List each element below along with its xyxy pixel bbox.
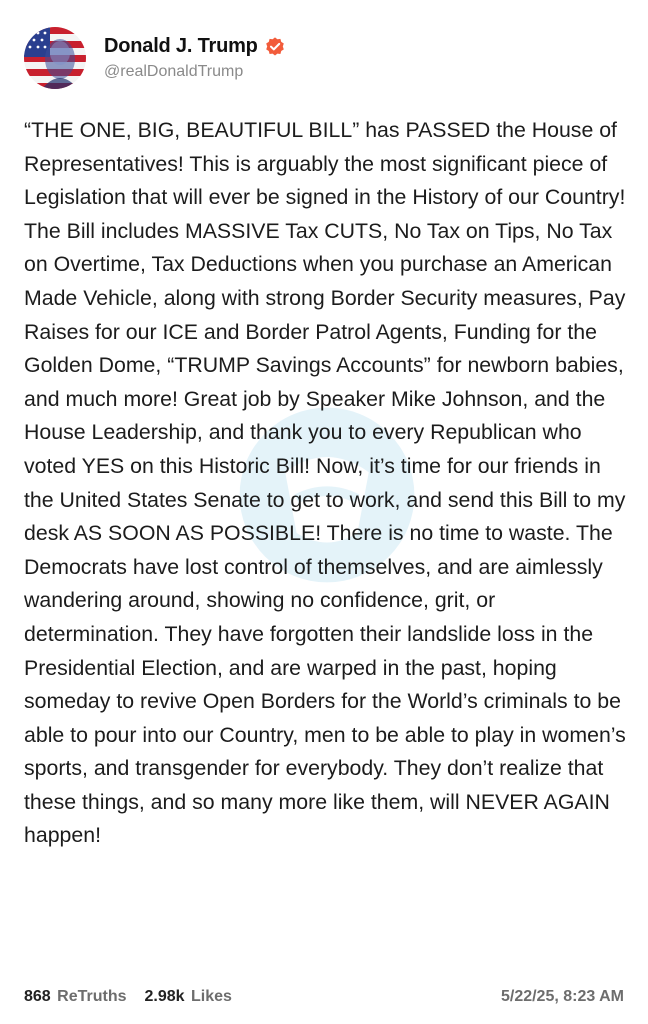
likes-stat[interactable] — [145, 988, 232, 1006]
name-row — [104, 35, 286, 58]
post-header — [24, 26, 286, 90]
verified-badge-icon — [264, 36, 286, 58]
author-handle[interactable]: @realDonaldTrump — [104, 63, 244, 80]
post-footer — [24, 986, 624, 1008]
likes-label: Likes — [191, 988, 232, 1005]
retruths-stat[interactable] — [24, 988, 127, 1006]
avatar[interactable] — [24, 27, 86, 89]
retruths-count: 868 — [24, 988, 51, 1005]
post-timestamp[interactable]: 5/22/25, 8:23 AM — [500, 988, 624, 1005]
post-text: “THE ONE, BIG, BEAUTIFUL BILL” has PASSED the House of Representatives! This is arguably the most significant piece of Legislation that will ever be signed in the History of our Country! The Bill includes MASSIVE Tax CUTS, No Tax on Tips, No Tax on Overtime, Tax Deductions when you purchase an American Made Vehicle, along with strong Border Security measures, Pay Raises for our ICE and Border Patrol Agents, Funding for the Golden Dome, “TRUMP Savings Accounts” for newborn babies, and much more! Great job by Speaker Mike Johnson, and the House Leadership, and thank you to every Republican who voted YES on this Historic Bill! Now, it’s time for our friends in the United States Senate to get to work, and send this Bill to my desk AS SOON AS POSSIBLE! There is no time to waste. The Democrats have lost control of themselves, and are aimlessly wandering around, showing no confidence, grit, or determination. They have forgotten their landslide loss in the Presidential Election, and are warped in the past, hoping someday to revive Open Borders for the World’s criminals to be able to pour into our Country, men to be able to play in women’s sports, and transgender for everybody. They don’t realize that these things, and so many more like them, will NEVER AGAIN happen! — [24, 118, 626, 848]
american-flag-portrait-icon — [24, 27, 86, 89]
author-display-name[interactable]: Donald J. Trump — [104, 35, 258, 57]
retruths-label: ReTruths — [57, 988, 127, 1005]
author-names — [104, 35, 286, 81]
likes-count: 2.98k — [144, 988, 185, 1005]
